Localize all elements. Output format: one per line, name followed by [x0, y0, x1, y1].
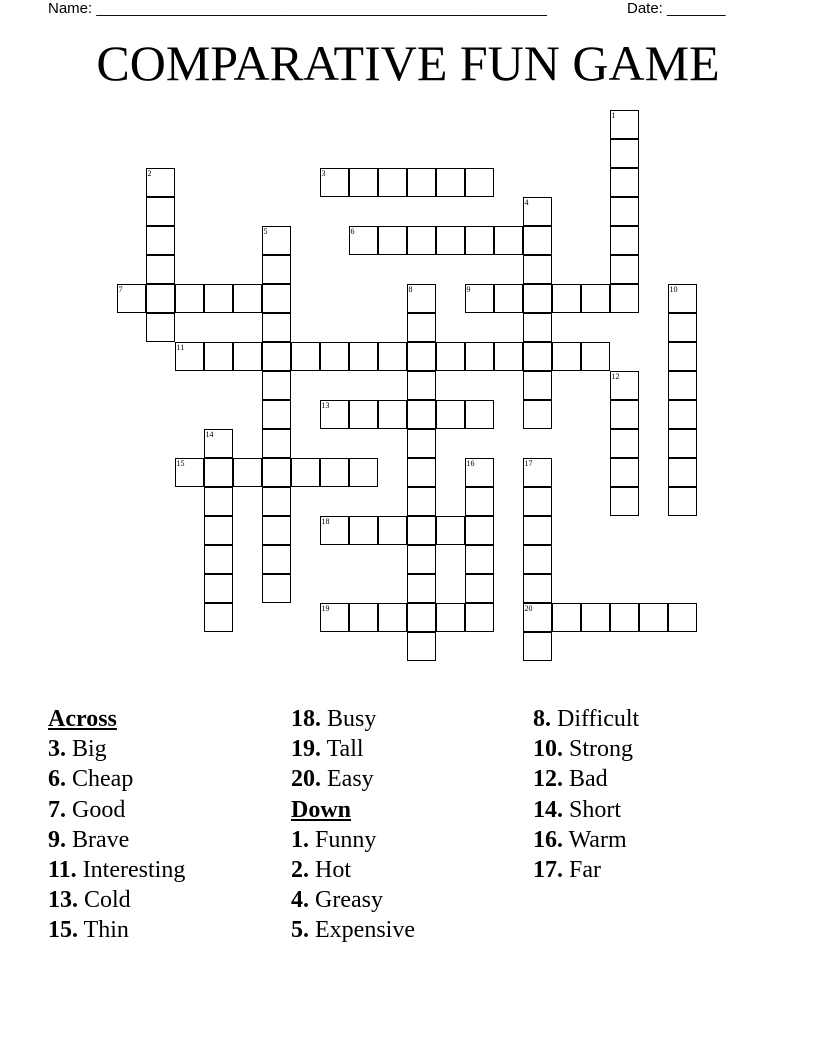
grid-cell[interactable] [320, 516, 349, 545]
clue-down-14: 14. Short [533, 796, 622, 823]
grid-cell[interactable] [668, 487, 697, 516]
clue-down-16: 16. Warm [533, 826, 627, 853]
grid-cell[interactable] [523, 284, 552, 313]
grid-cell[interactable] [610, 284, 639, 313]
grid-cell[interactable] [465, 574, 494, 603]
grid-cell[interactable] [610, 603, 639, 632]
grid-cell[interactable] [378, 516, 407, 545]
grid-cell[interactable] [204, 342, 233, 371]
grid-cell[interactable] [610, 255, 639, 284]
grid-cell[interactable] [436, 168, 465, 197]
clue-down-12: 12. Bad [533, 766, 608, 793]
grid-cell[interactable] [610, 197, 639, 226]
clue-number-label: 7 [118, 284, 123, 294]
clue-down-1: 1. Funny [291, 826, 377, 853]
grid-cell[interactable] [610, 371, 639, 400]
grid-cell[interactable] [668, 371, 697, 400]
clue-number-label: 13 [321, 400, 330, 410]
clue-number-label: 15 [176, 458, 185, 468]
grid-cell[interactable] [407, 545, 436, 574]
clue-across-15: 15. Thin [48, 917, 129, 944]
grid-cell[interactable] [407, 516, 436, 545]
grid-cell[interactable] [262, 371, 291, 400]
grid-cell[interactable] [204, 487, 233, 516]
grid-cell[interactable] [436, 226, 465, 255]
grid-cell[interactable] [262, 400, 291, 429]
grid-cell[interactable] [262, 284, 291, 313]
grid-cell[interactable] [320, 168, 349, 197]
grid-cell[interactable] [465, 603, 494, 632]
clue-number-label: 12 [611, 371, 620, 381]
grid-cell[interactable] [349, 603, 378, 632]
name-field[interactable]: Name: ______________________________________________________ [48, 0, 547, 17]
grid-cell[interactable] [465, 400, 494, 429]
clue-across-13: 13. Cold [48, 887, 131, 914]
clue-down-10: 10. Strong [533, 736, 634, 763]
page-title: COMPARATIVE FUN GAME [96, 35, 720, 91]
grid-cell[interactable] [320, 342, 349, 371]
grid-cell[interactable] [349, 342, 378, 371]
grid-cell[interactable] [233, 284, 262, 313]
clue-across-20: 20. Easy [291, 766, 374, 793]
grid-cell[interactable] [378, 226, 407, 255]
grid-cell[interactable] [494, 342, 523, 371]
grid-cell[interactable] [204, 603, 233, 632]
grid-cell[interactable] [407, 226, 436, 255]
grid-cell[interactable] [523, 458, 552, 487]
grid-cell[interactable] [610, 429, 639, 458]
grid-cell[interactable] [668, 429, 697, 458]
grid-cell[interactable] [552, 342, 581, 371]
grid-cell[interactable] [668, 458, 697, 487]
grid-cell[interactable] [349, 400, 378, 429]
clue-number-label: 8 [408, 284, 413, 294]
grid-cell[interactable] [378, 342, 407, 371]
clue-across-9: 9. Brave [48, 826, 130, 853]
grid-cell[interactable] [581, 284, 610, 313]
grid-cell[interactable] [349, 226, 378, 255]
grid-cell[interactable] [465, 168, 494, 197]
grid-cell[interactable] [407, 400, 436, 429]
grid-cell[interactable] [146, 255, 175, 284]
grid-cell[interactable] [552, 284, 581, 313]
date-field[interactable]: Date: _______ [627, 0, 726, 17]
grid-cell[interactable] [407, 371, 436, 400]
grid-cell[interactable] [146, 313, 175, 342]
grid-cell[interactable] [668, 400, 697, 429]
grid-cell[interactable] [175, 458, 204, 487]
grid-cell[interactable] [262, 458, 291, 487]
clue-number-label: 2 [147, 168, 152, 178]
grid-cell[interactable] [262, 516, 291, 545]
grid-cell[interactable] [262, 226, 291, 255]
clue-number-label: 17 [524, 458, 533, 468]
clue-column-2 [291, 704, 415, 946]
grid-cell[interactable] [320, 458, 349, 487]
grid-cell[interactable] [204, 284, 233, 313]
grid-cell[interactable] [465, 226, 494, 255]
grid-cell[interactable] [320, 400, 349, 429]
grid-cell[interactable] [117, 284, 146, 313]
grid-cell[interactable] [523, 574, 552, 603]
grid-cell[interactable] [552, 603, 581, 632]
clue-number-label: 19 [321, 603, 330, 613]
clue-across-18: 18. Busy [291, 706, 377, 732]
grid-cell[interactable] [639, 603, 668, 632]
grid-cell[interactable] [262, 574, 291, 603]
grid-cell[interactable] [146, 197, 175, 226]
grid-cell[interactable] [494, 284, 523, 313]
grid-cell[interactable] [523, 487, 552, 516]
grid-cell[interactable] [523, 255, 552, 284]
grid-cell[interactable] [349, 458, 378, 487]
clue-down-8: 8. Difficult [533, 706, 640, 732]
grid-cell[interactable] [610, 139, 639, 168]
grid-cell[interactable] [407, 284, 436, 313]
grid-cell[interactable] [204, 516, 233, 545]
grid-cell[interactable] [233, 458, 262, 487]
clue-number-label: 3 [321, 168, 326, 178]
grid-cell[interactable] [146, 168, 175, 197]
grid-cell[interactable] [465, 342, 494, 371]
grid-cell[interactable] [610, 168, 639, 197]
down-heading: Down [291, 796, 352, 823]
grid-cell[interactable] [407, 458, 436, 487]
grid-cell[interactable] [262, 487, 291, 516]
grid-cell[interactable] [378, 400, 407, 429]
grid-cell[interactable] [175, 342, 204, 371]
grid-cell[interactable] [668, 284, 697, 313]
across-heading: Across [48, 706, 117, 732]
grid-cell[interactable] [407, 603, 436, 632]
grid-cell[interactable] [378, 603, 407, 632]
grid-cell[interactable] [262, 255, 291, 284]
grid-cell[interactable] [291, 342, 320, 371]
grid-cell[interactable] [407, 429, 436, 458]
grid-cell[interactable] [581, 342, 610, 371]
grid-cell[interactable] [581, 603, 610, 632]
clue-number-label: 16 [466, 458, 475, 468]
grid-cell[interactable] [349, 516, 378, 545]
grid-cell[interactable] [668, 313, 697, 342]
grid-cell[interactable] [407, 313, 436, 342]
grid-cell[interactable] [233, 342, 262, 371]
grid-cell[interactable] [465, 545, 494, 574]
grid-cell[interactable] [407, 168, 436, 197]
grid-cell[interactable] [610, 110, 639, 139]
grid-cell[interactable] [610, 226, 639, 255]
grid-cell[interactable] [407, 632, 436, 661]
clue-down-17: 17. Far [533, 857, 601, 884]
clue-number-label: 6 [350, 226, 355, 236]
grid-cell[interactable] [407, 342, 436, 371]
grid-cell[interactable] [204, 545, 233, 574]
grid-cell[interactable] [523, 197, 552, 226]
grid-cell[interactable] [523, 545, 552, 574]
clue-number-label: 5 [263, 226, 268, 236]
grid-cell[interactable] [262, 342, 291, 371]
clue-number-label: 4 [524, 197, 529, 207]
grid-cell[interactable] [146, 284, 175, 313]
clue-number-label: 18 [321, 516, 330, 526]
grid-cell[interactable] [146, 226, 175, 255]
grid-cell[interactable] [436, 603, 465, 632]
grid-cell[interactable] [465, 516, 494, 545]
clue-column-1 [48, 704, 185, 946]
grid-cell[interactable] [407, 487, 436, 516]
grid-cell[interactable] [523, 313, 552, 342]
grid-cell[interactable] [436, 400, 465, 429]
grid-cell[interactable] [610, 458, 639, 487]
grid-cell[interactable] [204, 429, 233, 458]
grid-cell[interactable] [262, 429, 291, 458]
grid-cell[interactable] [262, 313, 291, 342]
grid-cell[interactable] [465, 284, 494, 313]
clue-down-2: 2. Hot [291, 857, 351, 884]
grid-cell[interactable] [175, 284, 204, 313]
clue-number-label: 11 [176, 342, 185, 352]
grid-cell[interactable] [436, 342, 465, 371]
grid-cell[interactable] [523, 632, 552, 661]
grid-cell[interactable] [523, 226, 552, 255]
grid-cell[interactable] [320, 603, 349, 632]
clue-across-7: 7. Good [48, 796, 126, 823]
grid-cell[interactable] [523, 400, 552, 429]
grid-cell[interactable] [436, 516, 465, 545]
clue-down-5: 5. Expensive [291, 917, 415, 944]
grid-cell[interactable] [523, 371, 552, 400]
clue-down-4: 4. Greasy [291, 887, 383, 914]
clue-across-3: 3. Big [48, 736, 107, 763]
grid-cell[interactable] [407, 574, 436, 603]
grid-cell[interactable] [523, 342, 552, 371]
grid-cell[interactable] [668, 342, 697, 371]
grid-cell[interactable] [668, 603, 697, 632]
grid-cell[interactable] [349, 168, 378, 197]
clue-number-label: 14 [205, 429, 214, 439]
grid-cell[interactable] [465, 458, 494, 487]
clue-across-11: 11. Interesting [48, 857, 186, 884]
grid-cell[interactable] [610, 487, 639, 516]
clue-across-19: 19. Tall [291, 736, 364, 763]
clue-across-6: 6. Cheap [48, 766, 134, 793]
grid-cell[interactable] [465, 487, 494, 516]
grid-cell[interactable] [523, 603, 552, 632]
grid-cell[interactable] [494, 226, 523, 255]
grid-cell[interactable] [610, 400, 639, 429]
grid-cell[interactable] [523, 516, 552, 545]
grid-cell[interactable] [262, 545, 291, 574]
clue-number-label: 1 [611, 110, 616, 120]
clue-column-3 [533, 704, 639, 885]
clue-number-label: 20 [524, 603, 533, 613]
clue-number-label: 10 [669, 284, 678, 294]
grid-cell[interactable] [291, 458, 320, 487]
grid-cell[interactable] [204, 458, 233, 487]
grid-cell[interactable] [204, 574, 233, 603]
clue-number-label: 9 [466, 284, 471, 294]
grid-cell[interactable] [378, 168, 407, 197]
